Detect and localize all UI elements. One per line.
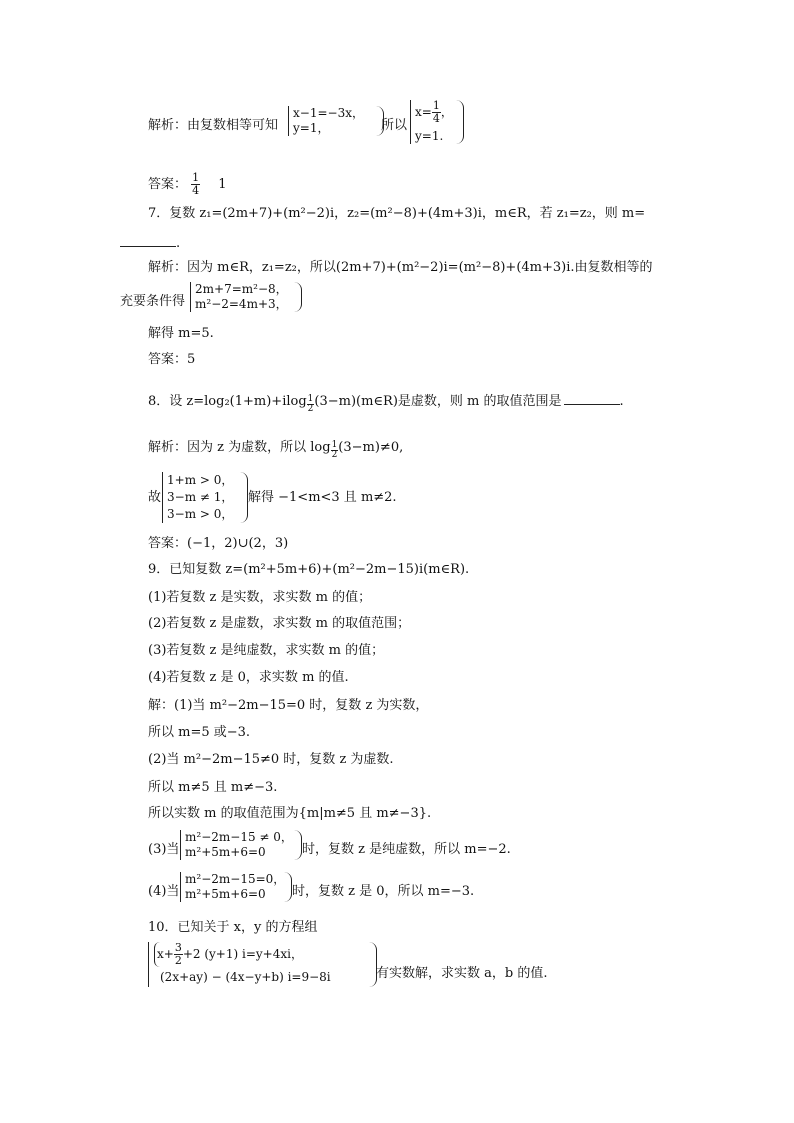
when-text: (3)当 [148, 842, 180, 857]
problem-8-text-b: (3−m)(m∈R)是虚数，则 m 的取值范围是 [314, 394, 562, 409]
problem-8-text-a: 8．设 z=log₂(1+m)+ilog [148, 394, 307, 409]
answer-blank [120, 234, 176, 247]
problem-9-part-3 [148, 643, 384, 659]
fraction-den: 4 [192, 184, 200, 197]
fraction-den: 2 [331, 450, 338, 460]
result-text: 解得 m=5. [148, 326, 214, 341]
system-6-row-1: m²−2m−15=0， [185, 872, 286, 886]
solution-8-line-1 [148, 440, 403, 460]
solution-7-line-1 [148, 260, 653, 276]
solution-9-part-4-result [292, 884, 474, 900]
solution-8-therefore [148, 490, 161, 506]
system-2 [410, 100, 464, 144]
fraction-num: 1 [432, 99, 440, 112]
condition-text: 充要条件得 [120, 294, 186, 309]
solution-6-intro [148, 118, 278, 134]
problem-7-blank-line [120, 234, 180, 252]
solution-8-text-b: (3−m)≠0, [338, 440, 404, 455]
system-7 [148, 942, 377, 987]
system-4-row-3: 3−m > 0， [167, 507, 234, 521]
solution-8-result [248, 490, 397, 506]
solution-9-step-5 [148, 806, 431, 822]
problem-9-text: 9．已知复数 z=(m²+5m+6)+(m²−2m−15)i(m∈R). [148, 562, 470, 577]
answer-6-value: 1 [218, 177, 227, 192]
so-text: 所以 [381, 118, 408, 133]
system-1-row-1: x−1=−3x， [293, 106, 364, 120]
problem-8-statement [148, 392, 624, 414]
system-1-row-2: y=1， [293, 121, 330, 135]
step-text: 所以 m≠5 且 m≠−3. [148, 780, 278, 795]
problem-9-statement [148, 562, 469, 578]
answer-7 [148, 352, 195, 368]
problem-10-question [376, 966, 547, 982]
system-5-row-1: m²−2m−15 ≠ 0， [185, 830, 293, 844]
problem-7-statement [148, 206, 645, 222]
answer-6-fraction [191, 172, 200, 197]
solution-7-text: 解析：因为 m∈R，z₁=z₂，所以(2m+7)+(m²−2)i=(m²−8)+(4m+3)i.由复数相等的 [148, 260, 653, 275]
period: . [619, 394, 624, 409]
system-5 [180, 830, 302, 860]
part-text: (4)若复数 z 是 0，求实数 m 的值. [148, 670, 349, 685]
problem-9-part-1 [148, 590, 371, 606]
result-text: 解得 −1<m<3 且 m≠2. [248, 490, 397, 505]
fraction-quarter [432, 100, 441, 125]
step-text: (2)当 m²−2m−15≠0 时，复数 z 为虚数. [148, 752, 394, 767]
answer-label: 答案： [148, 177, 188, 192]
system-6 [180, 872, 292, 902]
solution-9-step-3 [148, 752, 394, 768]
solution-6-so [381, 118, 407, 134]
system-1 [288, 106, 384, 136]
answer-8 [148, 536, 288, 552]
fraction-den: 2 [174, 954, 182, 967]
fraction-den: 4 [432, 112, 440, 125]
problem-10-statement [148, 920, 317, 936]
question-text: 有实数解，求实数 a，b 的值. [376, 966, 548, 981]
solution-9-step-4 [148, 780, 277, 796]
period: . [176, 236, 181, 251]
answer-6 [148, 172, 227, 197]
paren-group [154, 942, 183, 967]
system-3 [190, 282, 302, 312]
when-text: (4)当 [148, 884, 180, 899]
system-7-row-2: (2x+ay) − (4x−y+b) i=9−8i [160, 970, 331, 984]
system-4 [162, 472, 248, 523]
expr-post: +2 (y+1) i=y+4xi， [182, 947, 303, 961]
solution-9-part-3-when [148, 842, 179, 858]
therefore-text: 故 [148, 490, 162, 505]
solution-7-line-2 [120, 294, 185, 310]
part-text: (2)若复数 z 是虚数，求实数 m 的取值范围； [148, 616, 411, 631]
answer-text: 答案：(−1，2)∪(2，3) [148, 536, 289, 551]
solution-9-part-3-result [302, 842, 511, 858]
fraction-num: 3 [174, 941, 182, 954]
expr-pre: x+ [157, 947, 174, 961]
system-4-row-2: 3−m ≠ 1， [167, 490, 234, 504]
system-3-row-2: m²−2=4m+3， [195, 297, 288, 311]
system-7-row-1 [154, 942, 376, 967]
solution-9-step-2 [148, 725, 250, 741]
step-text: 解：(1)当 m²−2m−15=0 时，复数 z 为实数， [148, 698, 429, 713]
part-text: (1)若复数 z 是实数，求实数 m 的值； [148, 590, 372, 605]
result-text: 时，复数 z 是纯虚数，所以 m=−2. [302, 842, 511, 857]
problem-10-text: 10．已知关于 x，y 的方程组 [148, 920, 318, 935]
system-6-row-2: m²+5m+6=0 [185, 887, 266, 901]
problem-9-part-2 [148, 616, 410, 632]
part-text: (3)若复数 z 是纯虚数，求实数 m 的值； [148, 643, 385, 658]
problem-9-part-4 [148, 670, 349, 686]
answer-blank [564, 392, 620, 405]
step-text: 所以实数 m 的取值范围为{m|m≠5 且 m≠−3}. [148, 806, 432, 821]
fraction-num: 1 [192, 171, 200, 184]
comma: ， [440, 105, 453, 119]
solution-7-result [148, 326, 214, 342]
fraction-num: 1 [331, 440, 338, 450]
answer-text: 答案：5 [148, 352, 196, 367]
solution-9-step-1 [148, 698, 428, 714]
x-eq-label: x= [415, 105, 432, 119]
problem-7-text: 7．复数 z₁=(2m+7)+(m²−2)i，z₂=(m²−8)+(4m+3)i，m∈R，若 z₁=z₂，则 m= [148, 206, 646, 221]
solution-6-text: 解析：由复数相等可知 [148, 118, 279, 133]
system-2-row-1 [415, 100, 463, 125]
system-3-row-1: 2m+7=m²−8， [195, 282, 288, 296]
step-text: 所以 m=5 或−3. [148, 725, 251, 740]
system-4-row-1: 1+m > 0， [167, 473, 234, 487]
fraction-den: 2 [307, 404, 314, 414]
fraction-three-halves [174, 942, 183, 967]
fraction-num: 1 [307, 394, 314, 404]
solution-9-part-4-when [148, 884, 179, 900]
system-5-row-2: m²+5m+6=0 [185, 845, 266, 859]
result-text: 时，复数 z 是 0，所以 m=−3. [292, 884, 475, 899]
system-2-row-2: y=1. [415, 129, 444, 143]
solution-8-text-a: 解析：因为 z 为虚数，所以 log [148, 440, 331, 455]
